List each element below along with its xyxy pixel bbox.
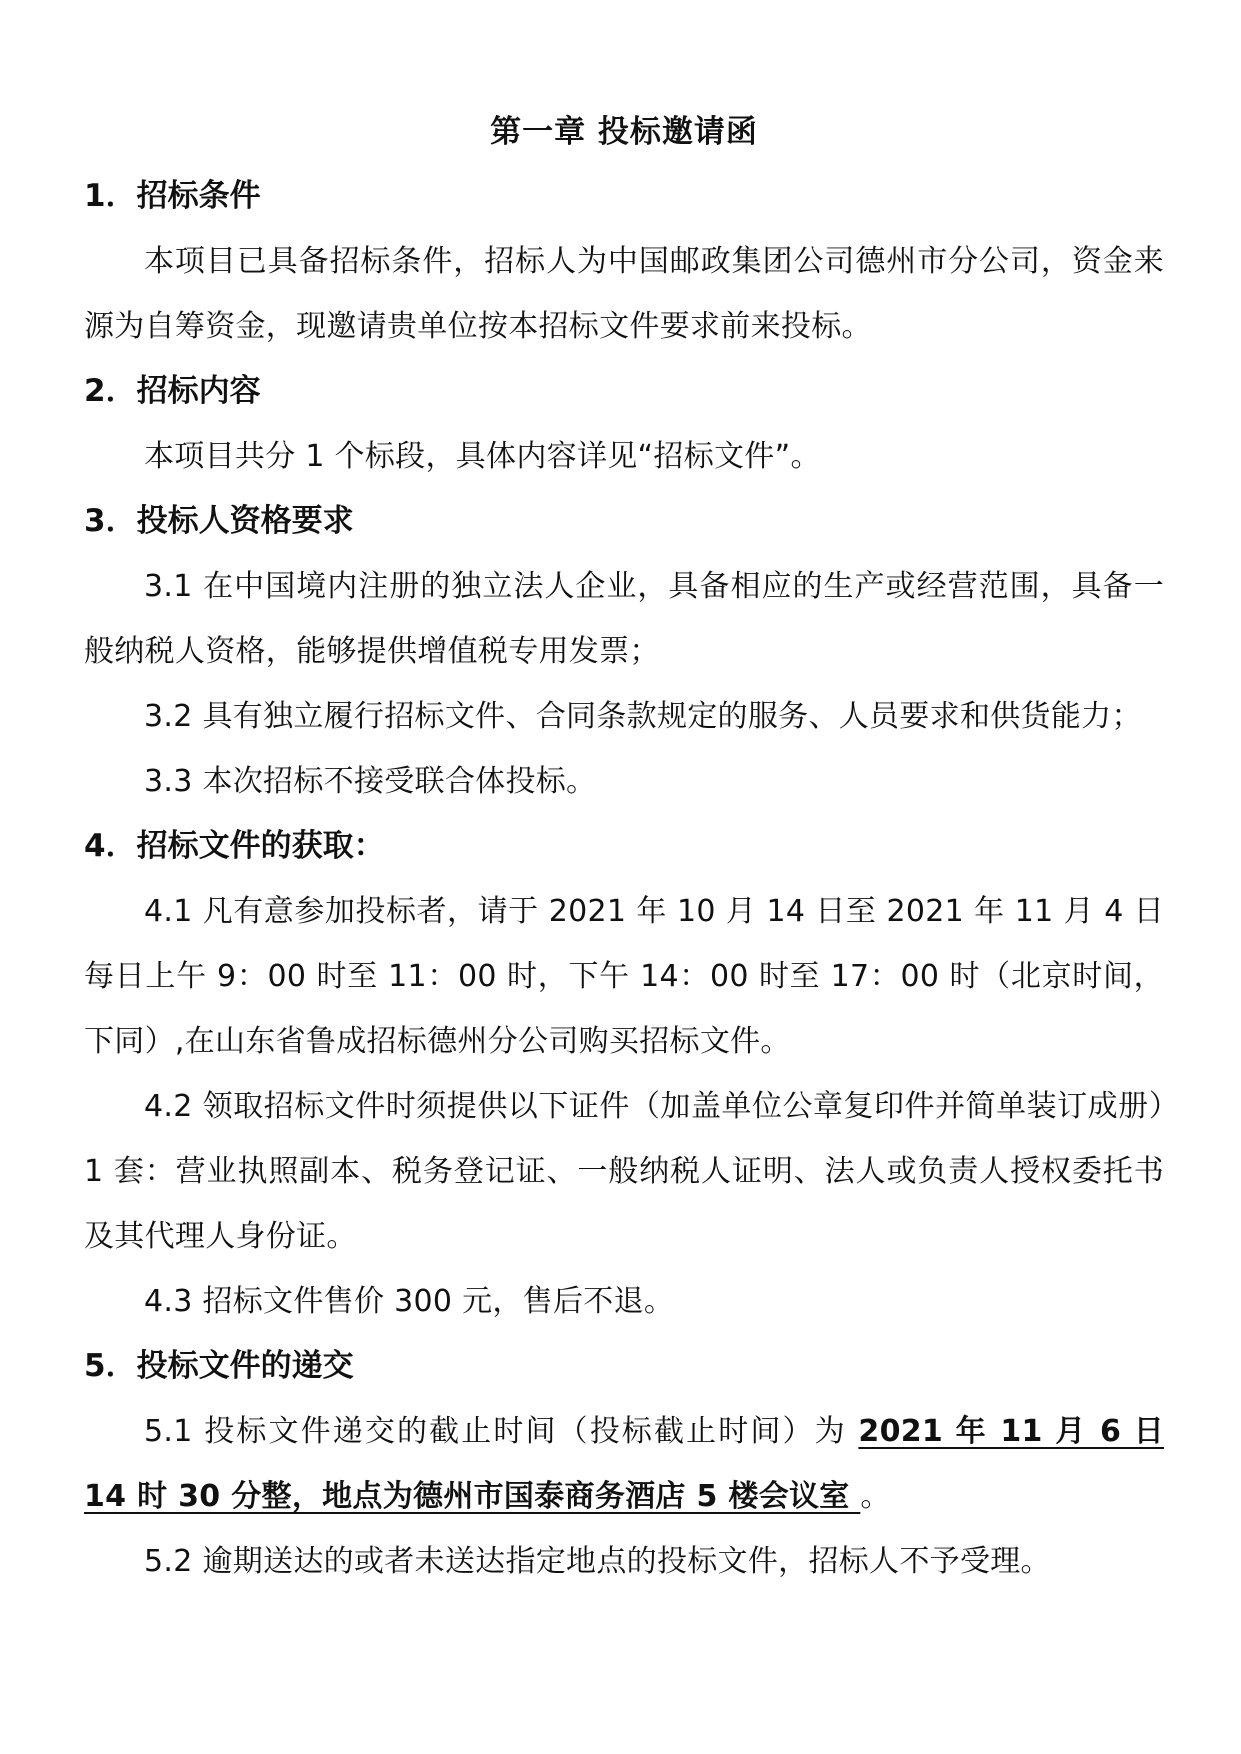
paragraph: 3.2 具有独立履行招标文件、合同条款规定的服务、人员要求和供货能力；: [144, 699, 1142, 734]
paragraph: 5.2 逾期送达的或者未送达指定地点的投标文件，招标人不予受理。: [144, 1544, 1051, 1579]
document-page: [84, 100, 1164, 1594]
section-heading: 5．投标文件的递交: [84, 1348, 354, 1384]
paragraph: 4.1 凡有意参加投标者，请于 2021 年 10 月 14 日至 2021 年 11 月 4 日每日上午 9：00 时至 11：00 时，下午 14：00 时至 17：00 时（北京时间，下同）,在山东省鲁成招标德州分公司购买招标文件。: [84, 894, 1164, 1059]
section-heading: 1．招标条件: [84, 178, 261, 214]
paragraph: 本项目已具备招标条件，招标人为中国邮政集团公司德州市分公司，资金来源为自筹资金，现邀请贵单位按本招标文件要求前来投标。: [84, 244, 1164, 344]
paragraph: 4.2 领取招标文件时须提供以下证件（加盖单位公章复印件并简单装订成册）1 套：营业执照副本、税务登记证、一般纳税人证明、法人或负责人授权委托书及其代理人身份证。: [84, 1089, 1164, 1254]
paragraph: 4.3 招标文件售价 300 元，售后不退。: [144, 1284, 675, 1319]
section-obtain-documents: [84, 814, 1164, 1334]
section-bidder-qualifications: [84, 489, 1164, 814]
deadline-tail-text: 。: [860, 1479, 891, 1514]
paragraph: 本项目共分 1 个标段，具体内容详见“招标文件”。: [144, 439, 821, 474]
deadline-highlight: 2021 年 11 月 6 日 14 时 30 分整，地点为德州市国泰商务酒店 5 楼会议室: [84, 1414, 1164, 1514]
section-heading: 3．投标人资格要求: [84, 503, 354, 539]
paragraph: 3.1 在中国境内注册的独立法人企业，具备相应的生产或经营范围，具备一般纳税人资格，能够提供增值税专用发票；: [84, 569, 1164, 669]
section-bid-conditions: [84, 164, 1164, 359]
section-bid-content: [84, 359, 1164, 489]
section-heading: 2．招标内容: [84, 373, 261, 409]
section-submission: [84, 1334, 1164, 1594]
paragraph: 3.3 本次招标不接受联合体投标。: [144, 764, 597, 799]
deadline-lead-text: 5.1 投标文件递交的截止时间（投标截止时间）为: [144, 1414, 859, 1449]
paragraph-deadline: [84, 1399, 1164, 1529]
page-title: 第一章 投标邀请函: [490, 114, 758, 150]
section-heading: 4．招标文件的获取：: [84, 828, 385, 864]
